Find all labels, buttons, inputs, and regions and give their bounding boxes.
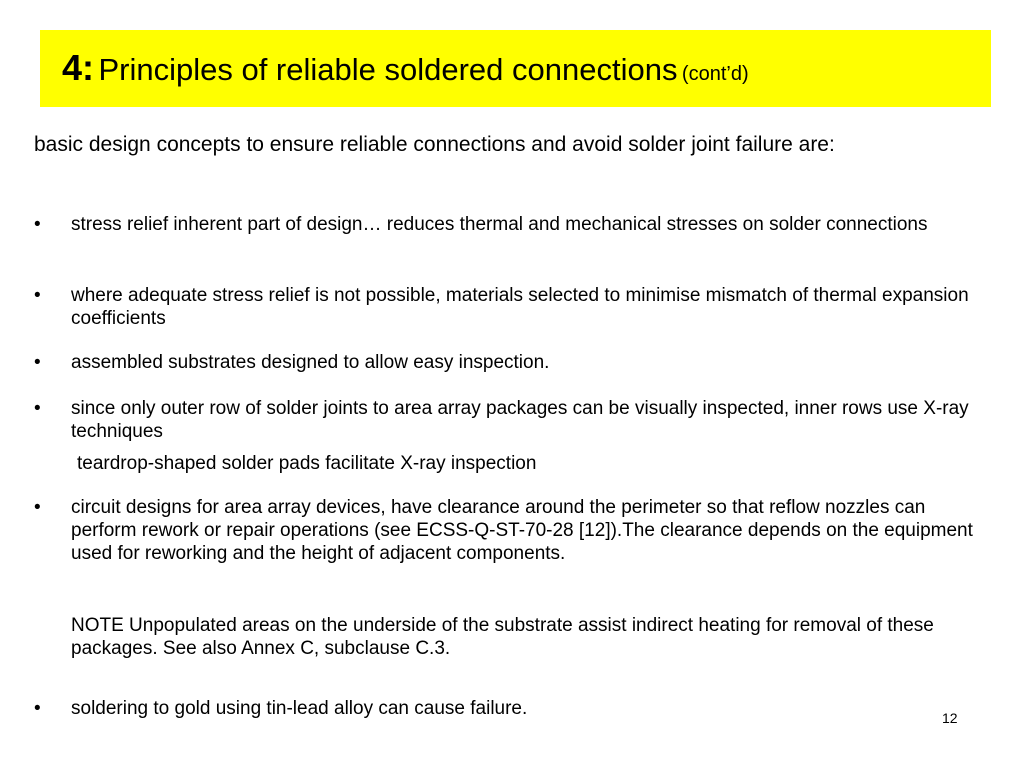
bullet-item-1 [34,213,984,236]
bullet-item-2 [34,284,984,330]
bullet-text: stress relief inherent part of design… reduces thermal and mechanical stresses on solder connections [71,214,928,235]
bullet-marker: • [34,497,41,518]
title-bar [40,30,991,107]
bullet-item-3 [34,351,984,374]
bullet-marker: • [34,285,41,306]
intro-text: basic design concepts to ensure reliable connections and avoid solder joint failure are: [34,133,835,156]
bullet-text: since only outer row of solder joints to area array packages can be visually inspected, inner rows use X-ray techniques [71,398,969,442]
slide-title [62,47,749,88]
bullet-item-5 [34,496,984,565]
bullet-marker: • [34,698,41,719]
bullet-text: circuit designs for area array devices, have clearance around the perimeter so that reflow nozzles can perform rework or repair operations (see ECSS-Q-ST-70-28 [12]).The clearance depends on the equipment used for reworking and the height of adjacent components. [71,497,973,564]
bullet-text: soldering to gold using tin-lead alloy can cause failure. [71,698,528,719]
title-number: 4: [62,47,95,88]
bullet-marker: • [34,214,41,235]
bullet-text: where adequate stress relief is not possible, materials selected to minimise mismatch of thermal expansion coefficients [71,285,969,329]
bullet-item-4 [34,397,984,443]
bullet-marker: • [34,398,41,419]
bullet-item-6 [34,697,984,720]
bullet-marker: • [34,352,41,373]
title-main: Principles of reliable soldered connections [98,52,678,87]
xray-subnote: teardrop-shaped solder pads facilitate X-ray inspection [77,453,537,474]
page-number: 12 [942,710,958,726]
bullet-text: assembled substrates designed to allow easy inspection. [71,352,550,373]
note-text: NOTE Unpopulated areas on the underside of the substrate assist indirect heating for removal of these packages. See also Annex C, subclause C.3. [71,615,934,659]
title-suffix: (cont’d) [681,63,749,85]
